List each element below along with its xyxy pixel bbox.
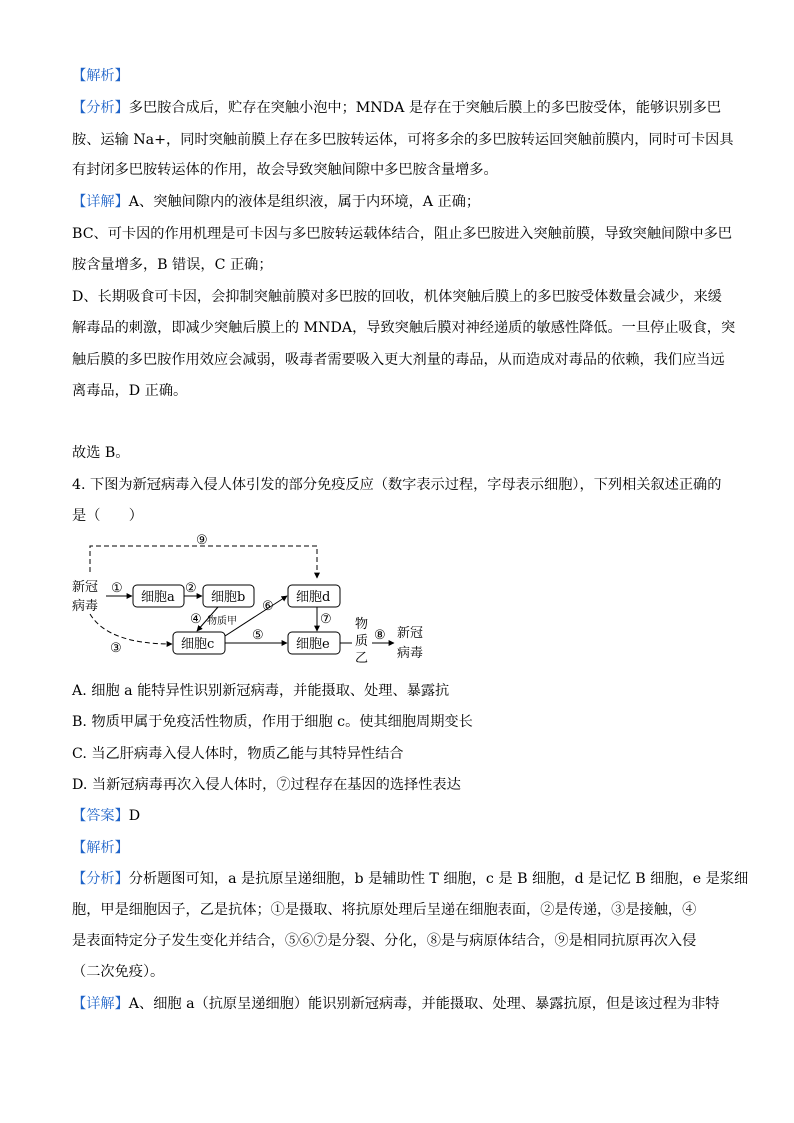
bc-paragraph-line: 胺含量增多，B 错误，C 正确； bbox=[72, 257, 273, 273]
process-4-label: ④ bbox=[190, 612, 202, 627]
virus-label-line2: 病毒 bbox=[72, 599, 99, 614]
d-paragraph-line: 离毒品，D 正确。 bbox=[72, 383, 188, 399]
question-stem-line: 4. 下图为新冠病毒入侵人体引发的部分免疫反应（数字表示过程，字母表示细胞），下列相关叙述正确的 bbox=[72, 477, 722, 493]
d-paragraph-line: 触后膜的多巴胺作用效应会减弱，吸毒者需要吸入更大剂量的毒品，从而造成对毒品的依赖，我们应当远 bbox=[72, 352, 725, 368]
substance-yi-label-3: 乙 bbox=[355, 651, 369, 666]
d-paragraph-line: 解毒品的刺激，即减少突触后膜上的 MNDA，导致突触后膜对神经递质的敏感性降低。一旦停止吸食，突 bbox=[72, 320, 736, 336]
cell-e-label: 细胞e bbox=[296, 637, 330, 652]
substance-yi-label-1: 物 bbox=[355, 617, 369, 632]
fenxi-paragraph-line: 胺、运输 Na+，同时突触前膜上存在多巴胺转运体，可将多余的多巴胺转运回突触前膜内，同时可卡因具 bbox=[72, 132, 734, 148]
target-virus-line1: 新冠 bbox=[397, 626, 424, 641]
xiangjie-paragraph-line: 【详解】A、突触间隙内的液体是组织液，属于内环境，A 正确； bbox=[72, 194, 481, 210]
process-3-path bbox=[90, 614, 172, 644]
explanation-fenxi-line: 【分析】分析题图可知，a 是抗原呈递细胞，b 是辅助性 T 细胞，c 是 B 细胞，d 是记忆 B 细胞，e 是浆细 bbox=[72, 871, 749, 887]
target-virus-line2: 病毒 bbox=[397, 646, 424, 661]
answer-line: 【答案】D bbox=[72, 808, 141, 824]
cell-d-label: 细胞d bbox=[296, 590, 331, 605]
process-5-label: ⑤ bbox=[252, 628, 264, 643]
fenxi-paragraph-line: 有封闭多巴胺转运体的作用，故会导致突触间隙中多巴胺含量增多。 bbox=[72, 162, 498, 178]
substance-yi-label-2: 质 bbox=[355, 634, 369, 649]
process-8-label: ⑧ bbox=[374, 628, 386, 643]
d-paragraph-line: D、长期吸食可卡因，会抑制突触前膜对多巴胺的回收，机体突触后膜上的多巴胺受体数量会减少，来缓 bbox=[72, 289, 722, 305]
explanation-fenxi-line: （二次免疫）。 bbox=[72, 964, 165, 980]
process-7-label: ⑦ bbox=[320, 612, 332, 627]
process-9-path bbox=[90, 546, 317, 578]
cell-c-label: 细胞c bbox=[181, 637, 215, 652]
bc-paragraph-line: BC、可卡因的作用机理是可卡因与多巴胺转运载体结合，阻止多巴胺进入突触前膜，导致突触间隙中多巴 bbox=[72, 226, 732, 242]
process-1-label: ① bbox=[111, 581, 123, 596]
virus-label-line1: 新冠 bbox=[72, 580, 99, 595]
process-3-label: ③ bbox=[110, 641, 122, 656]
option-a: A. 细胞 a 能特异性识别新冠病毒，并能摄取、处理、暴露抗 bbox=[72, 683, 450, 699]
process-9-label: ⑨ bbox=[196, 533, 208, 548]
explanation-fenxi-line: 胞，甲是细胞因子，乙是抗体；①是摄取、将抗原处理后呈递在细胞表面，②是传递，③是接触，④ bbox=[72, 902, 697, 918]
analysis-heading: 【解析】 bbox=[72, 68, 129, 84]
process-6-label: ⑥ bbox=[262, 599, 274, 614]
process-2-label: ② bbox=[185, 581, 197, 596]
immune-response-diagram bbox=[68, 528, 448, 670]
choice-line: 故选 B。 bbox=[72, 445, 130, 461]
explanation-xiangjie-line: 【详解】A、细胞 a（抗原呈递细胞）能识别新冠病毒，并能摄取、处理、暴露抗原，但是该过程为非特 bbox=[72, 996, 720, 1012]
question-stem-line: 是（ ） bbox=[72, 508, 143, 524]
explanation-heading: 【解析】 bbox=[72, 840, 129, 856]
option-b: B. 物质甲属于免疫活性物质，作用于细胞 c。使其细胞周期变长 bbox=[72, 714, 473, 730]
fenxi-paragraph-line: 【分析】多巴胺合成后，贮存在突触小泡中；MNDA 是存在于突触后膜上的多巴胺受体，能够识别多巴 bbox=[72, 100, 721, 116]
cell-b-label: 细胞b bbox=[211, 590, 246, 605]
cell-a-label: 细胞a bbox=[141, 590, 175, 605]
option-d: D. 当新冠病毒再次入侵人体时，⑦过程存在基因的选择性表达 bbox=[72, 777, 461, 793]
explanation-fenxi-line: 是表面特定分子发生变化并结合，⑤⑥⑦是分裂、分化，⑧是与病原体结合，⑨是相同抗原再次入侵 bbox=[72, 933, 697, 949]
option-c: C. 当乙肝病毒入侵人体时，物质乙能与其特异性结合 bbox=[72, 746, 404, 762]
substance-jia-label: 物质甲 bbox=[207, 616, 237, 627]
